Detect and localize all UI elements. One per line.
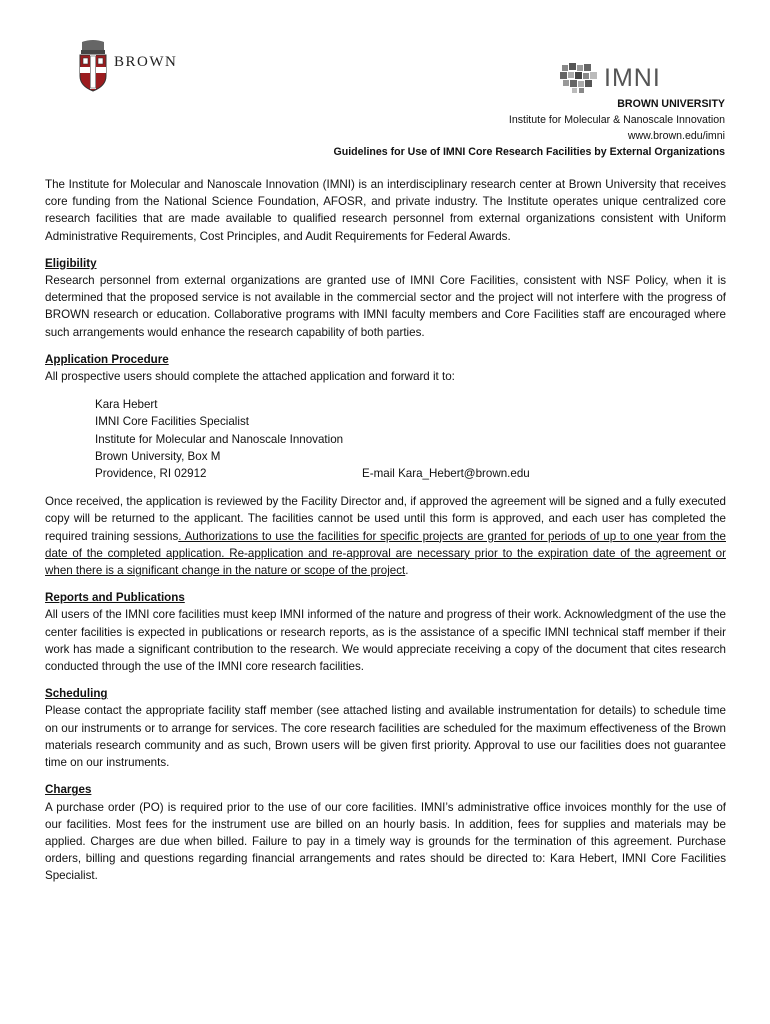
scheduling-paragraph: Please contact the appropriate facility staff member (see attached listing and available instrumentation for details) to schedule time on our instruments or to arrange for services. The core research facilities are scheduled for the maximum effectiveness of the Brown materials research community and as such, Brown users will be given first priority. Approval to use our facilities does not guarantee time on our instruments. <box>45 704 726 770</box>
reports-heading: Reports and Publications <box>45 591 185 605</box>
contact-city: Providence, RI 02912 <box>95 467 207 481</box>
charges-heading: Charges <box>45 783 92 797</box>
brown-wordmark: BROWN <box>114 53 178 70</box>
intro-paragraph: The Institute for Molecular and Nanoscale Innovation (IMNI) is an interdisciplinary research center at Brown University that receives core funding from the National Science Foundation, AFOSR, and private industry. The Institute operates unique centralized core research facilities that are made available to qualified research personnel from external organizations consistent with Uniform Administrative Requirements, Cost Principles, and Audit Requirements for Federal Awards. <box>45 178 726 243</box>
application-paragraph <box>45 493 726 579</box>
scheduling-heading: Scheduling <box>45 687 108 701</box>
document-body <box>45 176 726 885</box>
contact-email[interactable]: E-mail Kara_Hebert@brown.edu <box>362 467 530 481</box>
application-text-underlined: . Authorizations to use the facilities for specific projects are granted for periods of up to one year from the date of the completed application. Re-application and re-approval are necessary prior to the expiration date of the agreement or when there is a significant change in the nature or scope of the project <box>45 529 726 578</box>
contact-institute: Institute for Molecular and Nanoscale Innovation <box>95 432 344 446</box>
imni-logo <box>560 63 661 93</box>
charges-paragraph: A purchase order (PO) is required prior to the use of our core facilities. IMNI’s administrative office invoices monthly for the use of our facilities. Most fees for the instrument use are billed on an hourly basis. In addition, fees for supplies and materials may be applied. Charges are due when billed. Failure to pay in a timely way is grounds for the termination of this agreement. Purchase orders, billing and questions regarding financial arrangements and rates should be directed to: Kara Hebert, IMNI Core Facilities Specialist. <box>45 800 726 883</box>
imni-wordmark: IMNI <box>604 63 661 92</box>
contact-address <box>95 396 726 482</box>
application-heading: Application Procedure <box>45 352 169 366</box>
contact-box: Brown University, Box M <box>95 449 221 463</box>
brown-shield-icon <box>78 40 108 92</box>
institute-name: Institute for Molecular & Nanoscale Innovation <box>508 114 725 126</box>
contact-title: IMNI Core Facilities Specialist <box>95 415 249 429</box>
university-name: BROWN UNIVERSITY <box>617 98 725 110</box>
imni-mosaic-icon <box>560 63 598 93</box>
reports-paragraph: All users of the IMNI core facilities must keep IMNI informed of the nature and progress of their work. Acknowledgment of the use the center facilities is expected in publications or research reports, as is the assistance of a specific IMNI technical staff member if their work has made a significant contribution to the research. We would appreciate receiving a copy of the document that cites research conducted through the use of the IMNI core research facilities. <box>45 608 726 674</box>
eligibility-paragraph: Research personnel from external organizations are granted use of IMNI Core Facilities, consistent with NSF Policy, when it is determined that the proposed service is not available in the commercial sector and the project will not interfere with the progress of BROWN research or education. Collaborative programs with IMNI faculty members and Core Facilities staff are encouraged where such arrangements would enhance the research capability of both parties. <box>45 274 726 339</box>
eligibility-heading: Eligibility <box>45 256 97 270</box>
application-text: Once received, the application is reviewed by the Facility Director and, if approved the agreement will be signed and a fully executed copy will be returned to the applicant. The facilities cannot be used until this form is approved, and each user has completed the required training sessions <box>45 495 726 543</box>
application-text-end: . <box>405 564 409 578</box>
letterhead <box>334 96 726 160</box>
brown-logo <box>78 40 177 92</box>
document-title: Guidelines for Use of IMNI Core Research Facilities by External Organizations <box>333 146 725 158</box>
application-intro: All prospective users should complete the attached application and forward it to: <box>45 370 455 384</box>
contact-name: Kara Hebert <box>95 398 158 412</box>
website-link[interactable]: www.brown.edu/imni <box>627 130 725 142</box>
